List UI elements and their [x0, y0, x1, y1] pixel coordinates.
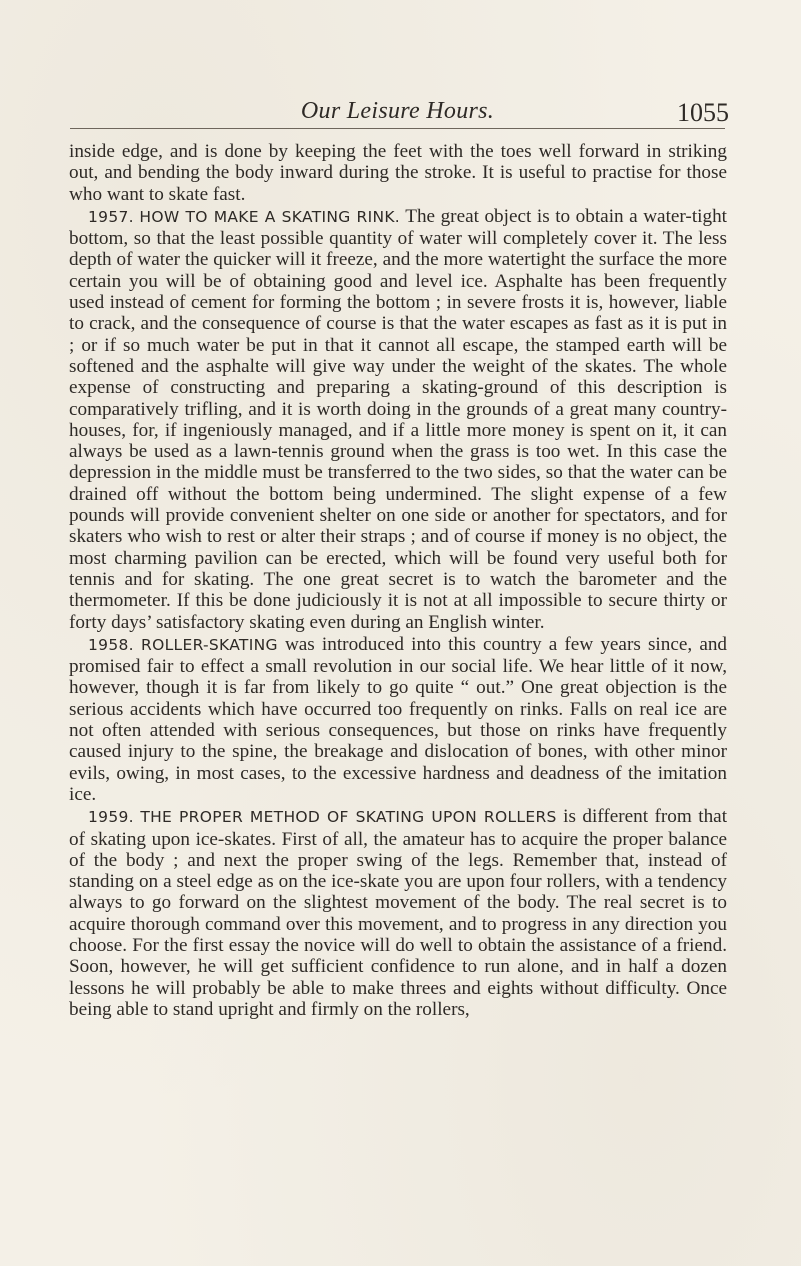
- body-text: [69, 141, 727, 1021]
- paragraph-heading: HOW TO MAKE A SKATING RINK.: [139, 207, 401, 226]
- paragraph-number: 1958.: [88, 635, 134, 654]
- paragraph-text: inside edge, and is done by keeping the feet with the toes well forward in striking out, and bending the body inward during the stroke. It is useful to practise for those who want to skate fast.: [69, 141, 727, 205]
- paragraph-1957: [69, 206, 727, 633]
- running-title: Our Leisure Hours.: [300, 98, 495, 124]
- paragraph-heading: THE PROPER METHOD OF SKATING UPON ROLLERS: [140, 808, 557, 827]
- paragraph-number: 1957.: [88, 207, 134, 226]
- paragraph-text: The great object is to obtain a water-tight bottom, so that the least possible quantity of water will completely cover it. The less depth of water the quicker will it freeze, and the more watertight the surface the more certain you will be of obtaining good and level ice. Asphalte has been frequently used instead of cement for forming the bottom ; in severe frosts it is, however, liable to crack, and the consequence of course is that the water escapes as fast as it is put in ; or if so much water be put in that it cannot all escape, the stamped earth will be softened and the asphalte will give way under the weight of the skates. The whole expense of constructing and preparing a skating-ground of this description is comparatively trifling, and it is worth doing in the grounds of a great many country-houses, for, if ingeniously managed, and if a little more money is spent on it, it can always be used as a lawn-tennis ground when the grass is too wet. In this case the depression in the middle must be transferred to the two sides, so that the water can be drained off without the bottom being undermined. The slight expense of a few pounds will provide convenient shelter on one side or another for spectators, and for skaters who wish to rest or alter their straps ; and of course if money is no object, the most charming pavilion can be erected, which will be found very useful both for tennis and for skating. The one great secret is to watch the barometer and the thermometer. If this be done judiciously it is not at all impossible to secure thirty or forty days’ satisfactory skating even during an English winter.: [69, 205, 727, 633]
- paragraph-heading: ROLLER-SKATING: [141, 635, 278, 654]
- paragraph-text: is different from that of skating upon ice-skates. First of all, the amateur has to acquire the proper balance of the body ; and next the proper swing of the legs. Remember that, instead of standing on a steel edge as on the ice-skate you are upon four rollers, with a tendency always to go forward on the slightest movement of the body. The real secret is to acquire thorough command over this movement, and to progress in any direction you choose. For the first essay the novice will do well to obtain the assistance of a friend. Soon, however, he will get sufficient confidence to run alone, and in half a dozen lessons he will probably be able to make threes and eights without difficulty. Once being able to stand upright and firmly on the rollers,: [69, 806, 728, 1020]
- paragraph-text: was introduced into this country a few years since, and promised fair to effect a small revolution in our social life. We hear little of it now, however, though it is far from likely to go quite “ out.” One great objection is the serious accidents which have occurred too frequently on rinks. Falls on real ice are not often attended with serious consequences, but those on rinks have frequently caused injury to the spine, the breakage and dislocation of bones, with other minor evils, owing, in most cases, to the excessive hardness and deadness of the imitation ice.: [69, 633, 728, 805]
- paragraph-continuation: [69, 141, 727, 205]
- paragraph-1959: [69, 806, 727, 1020]
- header-rule: [70, 128, 725, 129]
- paragraph-1958: [69, 634, 727, 805]
- page-header: [70, 98, 729, 132]
- page-number: 1055: [677, 98, 729, 127]
- paragraph-number: 1959.: [88, 808, 134, 827]
